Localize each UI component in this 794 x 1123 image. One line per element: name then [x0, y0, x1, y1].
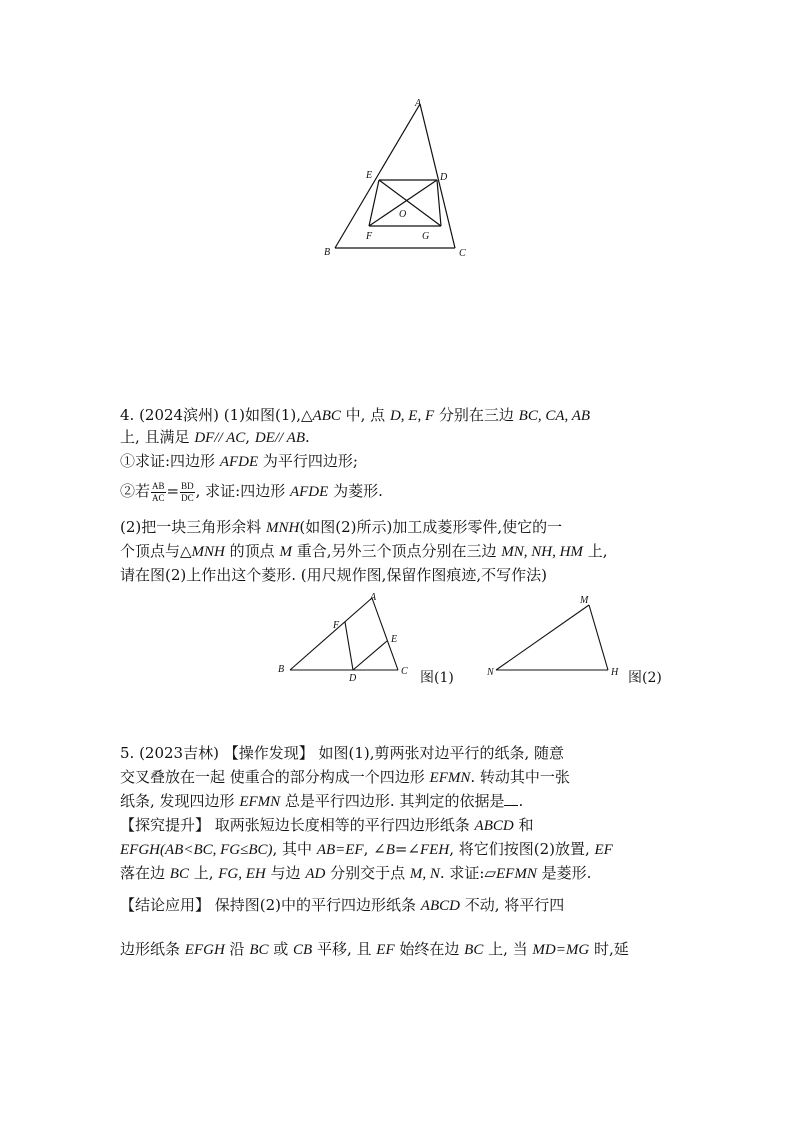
fig1-label-f: F [333, 620, 340, 631]
fig1-label-d: D [349, 673, 357, 684]
triangle-abc-figure-1 [275, 588, 415, 688]
fig2-label-h: H [611, 667, 619, 678]
triangle-abc-diagram [315, 92, 485, 267]
fig2-label-n: N [487, 667, 494, 678]
label-e: E [366, 170, 373, 181]
label-b: B [324, 247, 331, 258]
q4-line-6: 个顶点与△MNH 的顶点 M 重合,另外三个顶点分别在三边 MN, NH, HM 上, [120, 542, 608, 560]
q4-line-3: ①求证:四边形 AFDE 为平行四边形; [120, 452, 358, 470]
fraction-bd-dc: $\frac{BD}{DC}$ [181, 480, 194, 503]
q4-line-4: ②若 $\frac{AB}{AC}$ = $\frac{BD}{DC}$ , 求证:四边形 AFDE 为菱形. [120, 480, 383, 503]
fig2-caption: 图(2) [628, 670, 662, 686]
label-o: O [399, 209, 407, 220]
q5-line-6: 落在边 BC 上, FG, EH 与边 AD 分别交于点 M, N. 求证:▱EFMN 是菱形. [120, 864, 592, 882]
label-a: A [415, 98, 422, 109]
q5-line-7: 【结论应用】 保持图(2)中的平行四边形纸条 ABCD 不动, 将平行四 [120, 896, 565, 914]
top-figure [315, 92, 485, 267]
fig2-label-m: M [580, 595, 589, 606]
triangle-mnh-figure-2 [484, 588, 629, 688]
q5-line-4: 【探究提升】 取两张短边长度相等的平行四边形纸条 ABCD 和 [120, 816, 534, 834]
fig1-label-c: C [401, 666, 408, 677]
q5-line-8: 边形纸条 EFGH 沿 BC 或 CB 平移, 且 EF 始终在边 BC 上, 当 MD=MG 时,延 [120, 940, 629, 958]
q4-line-2: 上, 且满足 DF// AC, DE// AB. [120, 428, 310, 446]
q4-line-1: 4. (2024滨州) (1)如图(1),△ABC 中, 点 D, E, F 分别在三边 BC, CA, AB [120, 406, 591, 424]
label-c: C [459, 248, 466, 259]
label-d: D [440, 172, 448, 183]
q5-line-2: 交叉叠放在一起 使重合的部分构成一个四边形 EFMN. 转动其中一张 [120, 768, 570, 786]
q5-line-3: 纸条, 发现四边形 EFMN 总是平行四边形. 其判定的依据是 . [120, 792, 524, 810]
q4-figure-1 [275, 588, 415, 688]
q5-line-5: EFGH(AB<BC, FG≤BC), 其中 AB=EF, ∠B=∠FEH, 将它们按图(2)放置, EF [120, 840, 613, 858]
label-f: F [366, 231, 373, 242]
fig1-label-a: A [370, 592, 377, 603]
fraction-ab-ac: $\frac{AB}{AC}$ [152, 480, 165, 503]
q4-line-7: 请在图(2)上作出这个菱形. (用尺规作图,保留作图痕迹,不写作法) [120, 566, 548, 584]
fig1-label-b: B [278, 664, 285, 675]
q5-line-1: 5. (2023吉林) 【操作发现】 如图(1),剪两张对边平行的纸条, 随意 [120, 744, 565, 762]
label-g: G [422, 231, 430, 242]
q4-figure-2 [484, 588, 629, 688]
fig1-caption: 图(1) [420, 670, 454, 686]
answer-blank[interactable] [504, 791, 518, 806]
fig1-label-e: E [391, 634, 398, 645]
q4-line-5: (2)把一块三角形余料 MNH(如图(2)所示)加工成菱形零件,使它的一 [120, 518, 563, 536]
